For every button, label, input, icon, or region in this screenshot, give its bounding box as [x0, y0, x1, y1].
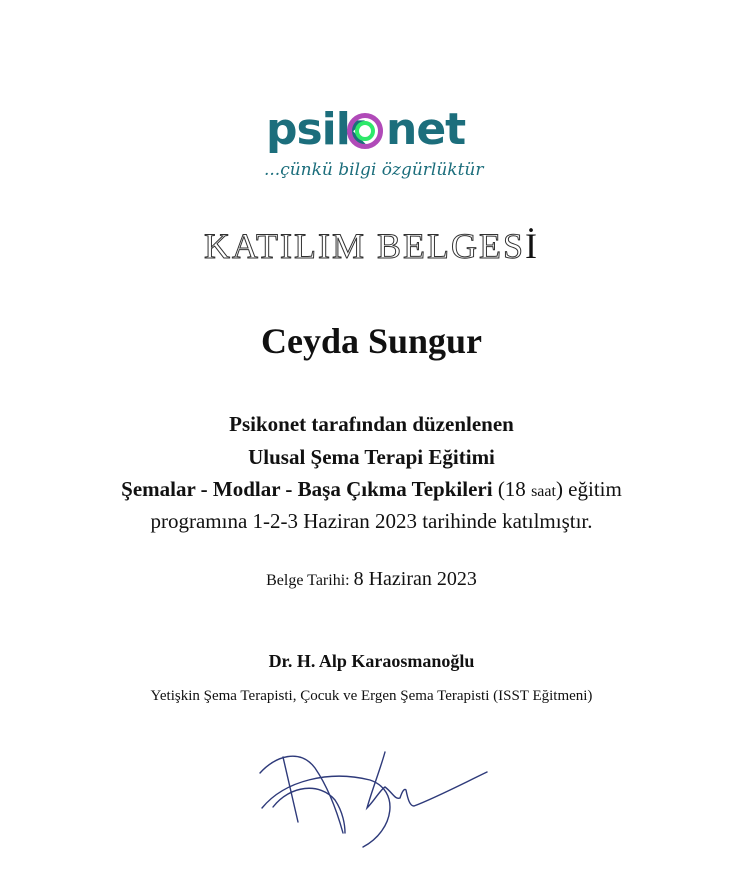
body-line-1: Psikonet tarafından düzenlenen — [229, 412, 514, 436]
hours-open: (18 — [492, 477, 532, 501]
logo-wordmark: psik net — [266, 104, 466, 155]
signature-stroke — [367, 752, 487, 808]
title-last-letter: İ — [524, 226, 539, 266]
signatory-name: Dr. H. Alp Karaosmanoğlu — [268, 651, 475, 671]
hours-rest: ) eğitim — [555, 477, 622, 501]
signature-stroke — [273, 788, 345, 833]
signatory-role: Yetişkin Şema Terapisti, Çocuk ve Ergen Şema Terapisti (ISST Eğitmeni) — [150, 688, 593, 704]
date-value: 8 Haziran 2023 — [353, 568, 477, 590]
date-label: Belge Tarihi: — [266, 572, 354, 589]
course-title: Şemalar - Modlar - Başa Çıkma Tepkileri — [121, 477, 493, 501]
logo-tagline: ...çünkü bilgi özgürlüktür — [264, 160, 484, 180]
recipient-name: Ceyda Sungur — [260, 321, 483, 361]
body-line-2: Ulusal Şema Terapi Eğitimi — [248, 445, 495, 469]
title-text: KATILIM BELGES — [204, 226, 525, 266]
hours-unit: saat — [531, 483, 556, 500]
body-line-4: programına 1-2-3 Haziran 2023 tarihinde katılmıştır. — [150, 509, 593, 533]
